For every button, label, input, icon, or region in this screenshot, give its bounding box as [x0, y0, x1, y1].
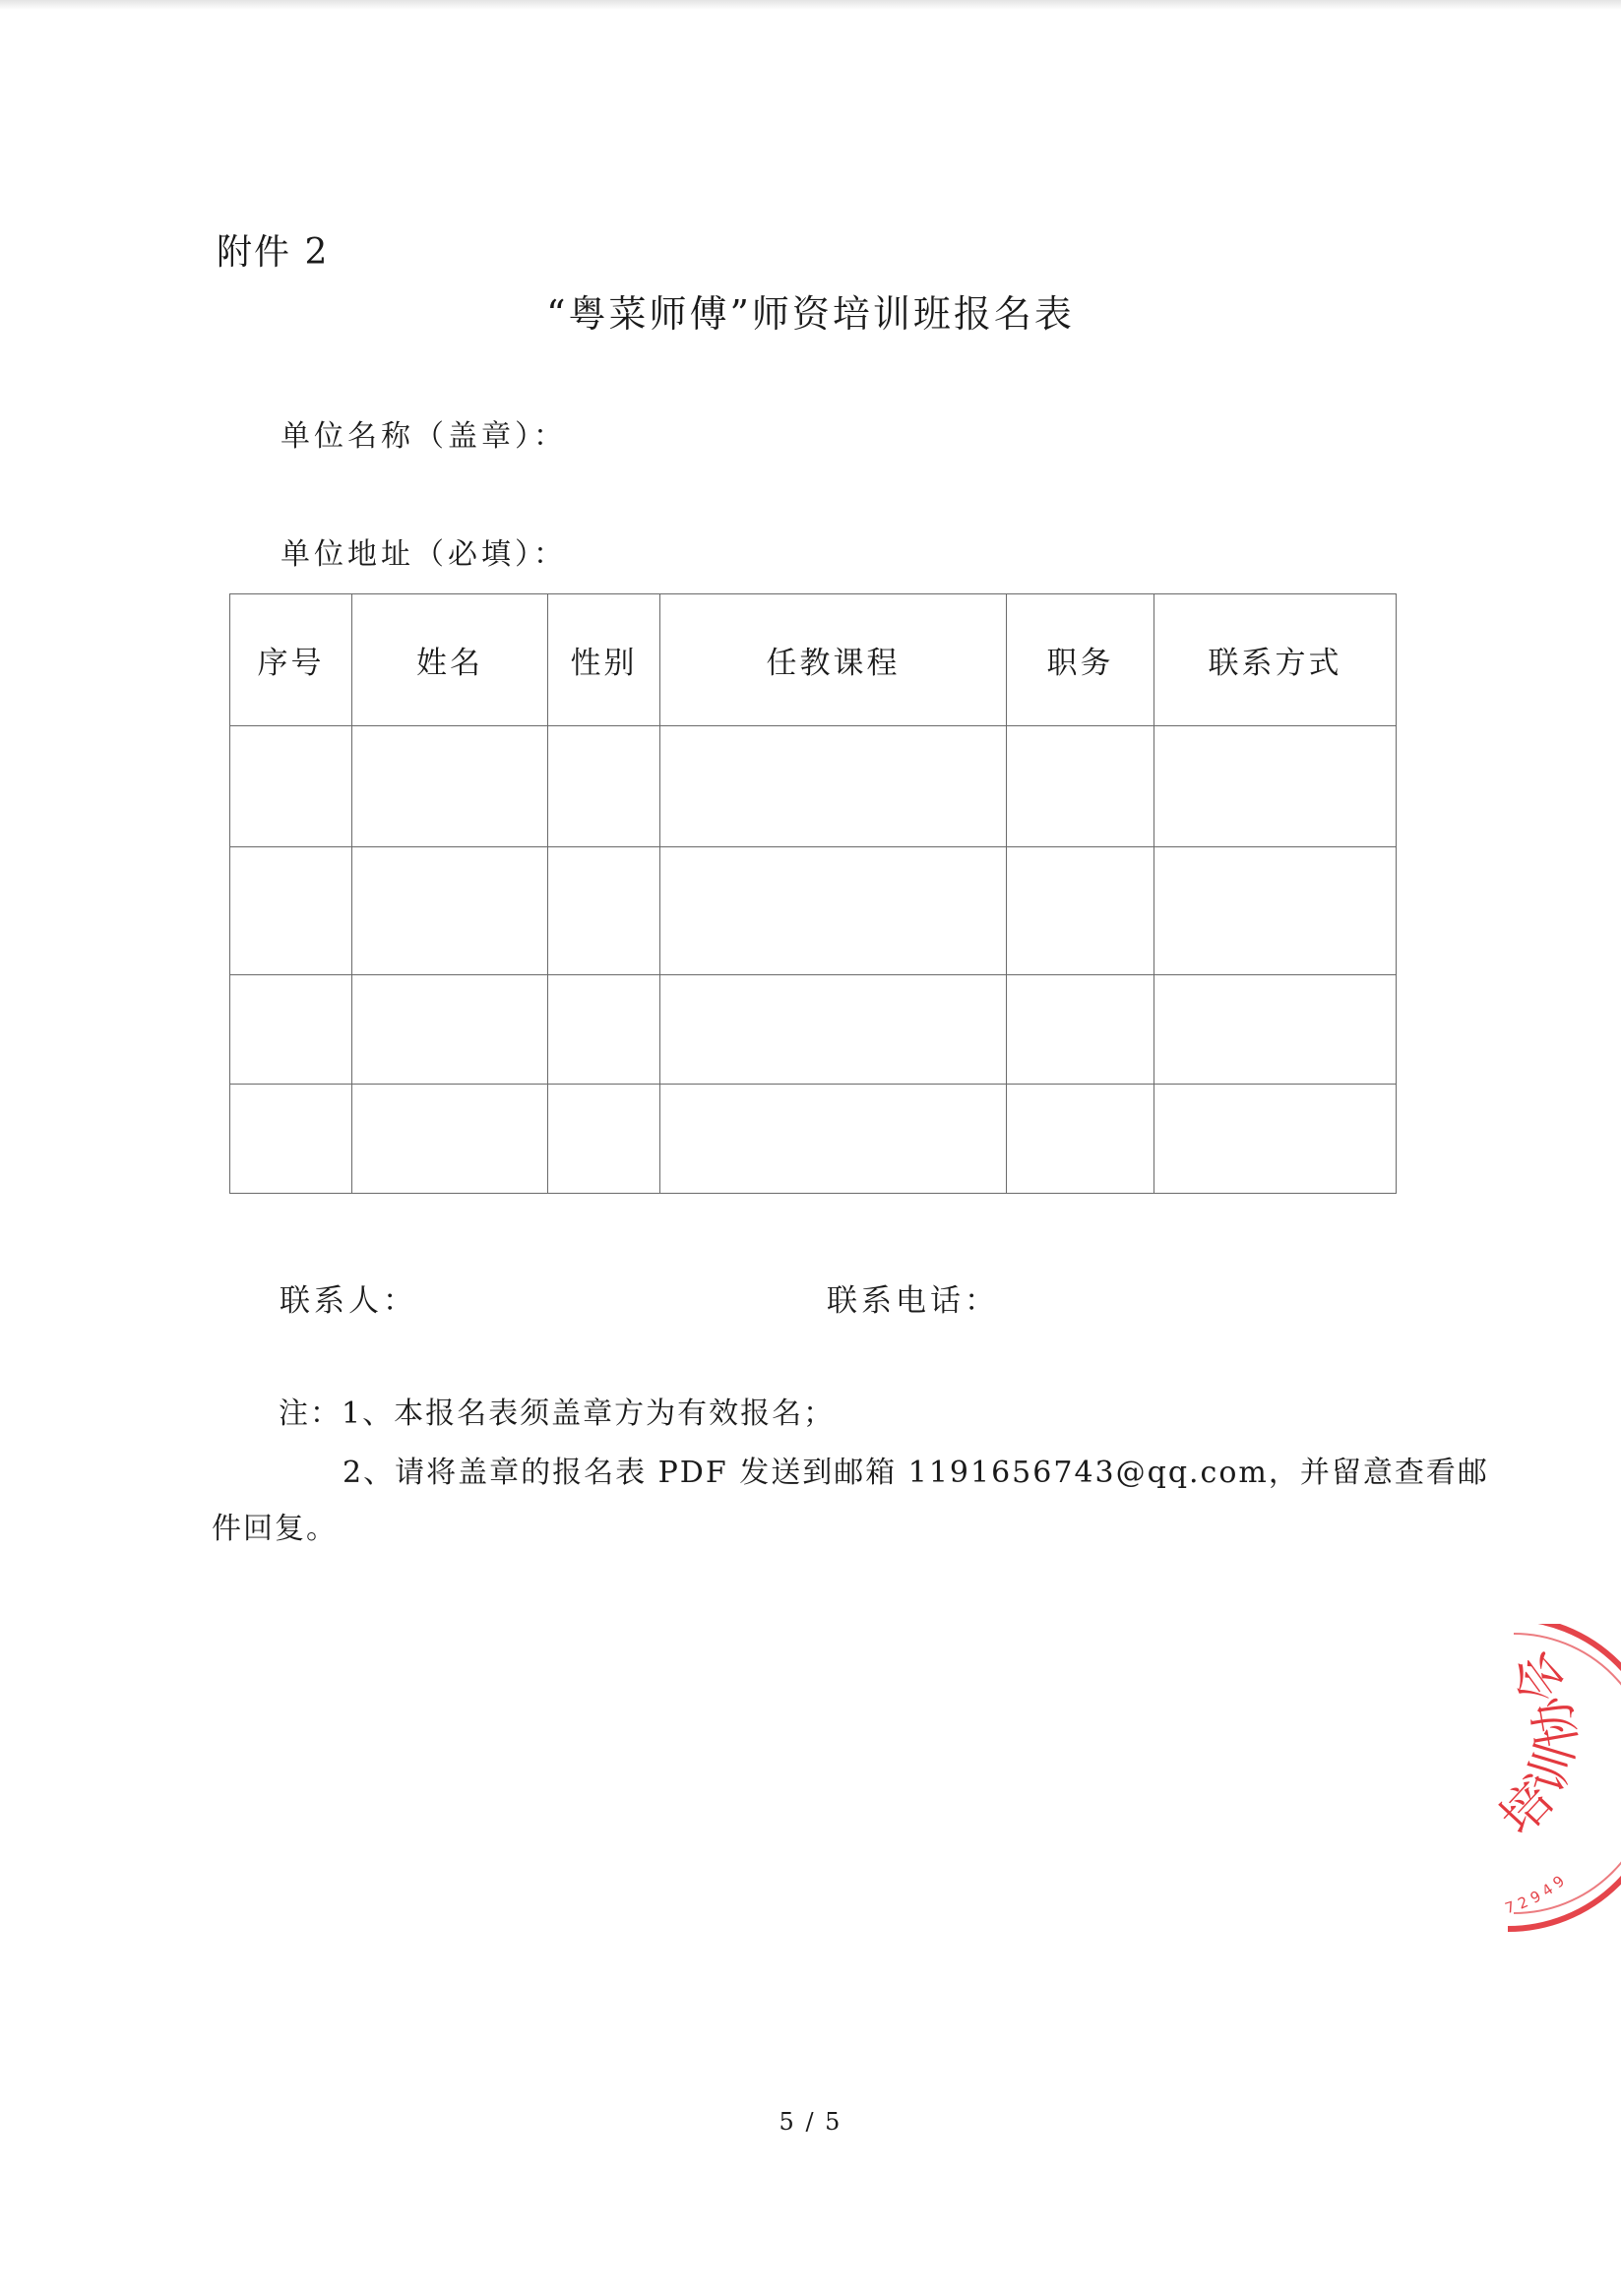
unit-name-label: 单位名称（盖章）： [281, 419, 567, 454]
table-cell[interactable] [1007, 1085, 1154, 1194]
page-number: 5 / 5 [779, 2108, 842, 2136]
header-index: 序号 [230, 594, 352, 726]
header-contact: 联系方式 [1154, 594, 1397, 726]
table-cell[interactable] [1007, 847, 1154, 975]
table-row [230, 975, 1397, 1085]
table-cell[interactable] [352, 726, 548, 847]
header-name: 姓名 [352, 594, 548, 726]
table-cell[interactable] [660, 847, 1007, 975]
table-cell[interactable] [1154, 726, 1397, 847]
table-cell[interactable] [352, 975, 548, 1085]
table-cell[interactable] [230, 1085, 352, 1194]
table-cell[interactable] [1154, 847, 1397, 975]
note-2: 2、请将盖章的报名表 PDF 发送到邮箱 1191656743@qq.com，并留意查看邮 [343, 1456, 1489, 1490]
table-row [230, 726, 1397, 847]
table-cell[interactable] [660, 975, 1007, 1085]
note-1: 注：1、本报名表须盖章方为有效报名； [279, 1396, 836, 1431]
table-cell[interactable] [660, 726, 1007, 847]
scan-top-edge [0, 0, 1621, 10]
table-cell[interactable] [548, 1085, 660, 1194]
header-gender: 性别 [548, 594, 660, 726]
table-cell[interactable] [352, 1085, 548, 1194]
table-cell[interactable] [1154, 1085, 1397, 1194]
seal-stamp [1439, 1624, 1621, 1939]
seal-digits: 72949 [1502, 1869, 1573, 1918]
table-cell[interactable] [230, 847, 352, 975]
table-cell[interactable] [548, 847, 660, 975]
table-header-row [230, 594, 1397, 726]
form-title: “粤菜师傅”师资培训班报名表 [546, 292, 1075, 336]
header-course: 任教课程 [660, 594, 1007, 726]
header-position: 职务 [1007, 594, 1154, 726]
table-cell[interactable] [548, 726, 660, 847]
table-cell[interactable] [230, 726, 352, 847]
table-row [230, 847, 1397, 975]
table-cell[interactable] [1154, 975, 1397, 1085]
table-cell[interactable] [548, 975, 660, 1085]
table-cell[interactable] [660, 1085, 1007, 1194]
attachment-label: 附件 2 [217, 232, 330, 273]
table-cell[interactable] [352, 847, 548, 975]
table-row [230, 1085, 1397, 1194]
note-2-continued: 件回复。 [212, 1512, 338, 1546]
contact-person-label: 联系人： [280, 1283, 417, 1319]
table-cell[interactable] [230, 975, 352, 1085]
table-cell[interactable] [1007, 726, 1154, 847]
table-cell[interactable] [1007, 975, 1154, 1085]
seal-text: 培训协会 [1488, 1636, 1589, 1846]
contact-phone-label: 联系电话： [827, 1283, 999, 1319]
unit-address-label: 单位地址（必填）： [281, 537, 567, 572]
registration-table [229, 593, 1397, 1194]
